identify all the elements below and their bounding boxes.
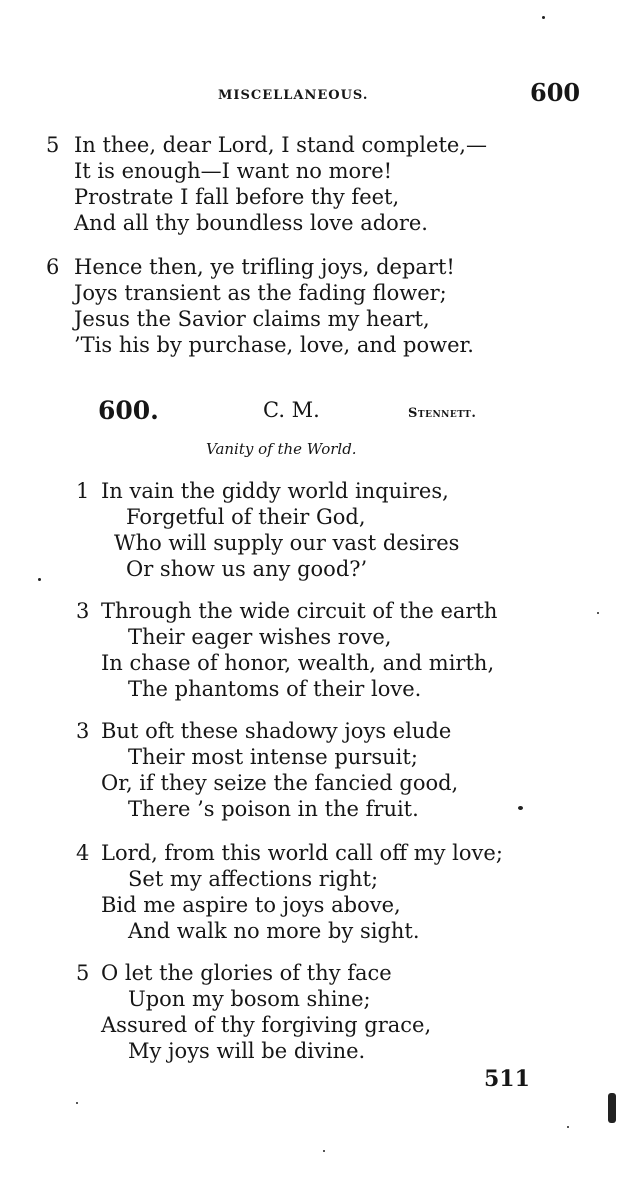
verse-line: Lord, from this world call off my love; [101, 841, 503, 865]
ink-speck [38, 578, 41, 581]
page-number: 600 [530, 78, 581, 107]
verse-line: Or show us any good?’ [126, 557, 368, 581]
verse-line: Forgetful of their God, [126, 505, 366, 529]
stanza-number: 5 [46, 133, 60, 157]
signature-mark: 511 [484, 1066, 530, 1092]
verse-line: O let the glories of thy face [101, 961, 392, 985]
verse-line: Who will supply our vast desires [114, 531, 460, 555]
verse-line: ’Tis his by purchase, love, and power. [74, 333, 474, 357]
verse-line: Set my affections right; [128, 867, 379, 891]
hymn-meter: C. M. [263, 398, 320, 422]
verse-line: The phantoms of their love. [128, 677, 422, 701]
verse-line: Jesus the Savior claims my heart, [74, 307, 430, 331]
ink-speck [518, 806, 523, 810]
verse-line: There ’s poison in the fruit. [128, 797, 419, 821]
stanza-number: 5 [76, 961, 90, 985]
verse-line: But oft these shadowy joys elude [101, 719, 452, 743]
verse-line: Or, if they seize the fancied good, [101, 771, 459, 795]
verse-line: Through the wide circuit of the earth [101, 599, 498, 623]
verse-line: My joys will be divine. [128, 1039, 366, 1063]
verse-line: Assured of thy forgiving grace, [101, 1013, 432, 1037]
ink-speck [76, 1102, 78, 1104]
verse-line: It is enough—I want no more! [74, 159, 393, 183]
running-title: MISCELLANEOUS. [218, 88, 369, 103]
ink-speck [542, 16, 545, 19]
hymn-title: Vanity of the World. [206, 440, 357, 458]
stanza-number: 6 [46, 255, 60, 279]
verse-line: Hence then, ye trifling joys, depart! [74, 255, 455, 279]
verse-line: In vain the giddy world inquires, [101, 479, 449, 503]
verse-line: Upon my bosom shine; [128, 987, 371, 1011]
verse-line: Joys transient as the fading flower; [74, 281, 447, 305]
verse-line: In chase of honor, wealth, and mirth, [101, 651, 495, 675]
stanza-number: 4 [76, 841, 90, 865]
verse-line: Prostrate I fall before thy feet, [74, 185, 400, 209]
ink-speck [567, 1126, 569, 1128]
verse-line: Bid me aspire to joys above, [101, 893, 401, 917]
stanza-number: 3 [76, 599, 90, 623]
verse-line: And walk no more by sight. [128, 919, 420, 943]
edge-mark [608, 1093, 616, 1123]
hymn-author: Stennett. [408, 406, 477, 421]
verse-line: Their most intense pursuit; [128, 745, 418, 769]
hymn-number: 600. [98, 396, 159, 425]
verse-line: Their eager wishes rove, [128, 625, 392, 649]
verse-line: In thee, dear Lord, I stand complete,— [74, 133, 487, 157]
stanza-number: 3 [76, 719, 90, 743]
stanza-number: 1 [76, 479, 90, 503]
ink-speck [597, 612, 599, 614]
ink-speck [323, 1150, 325, 1152]
verse-line: And all thy boundless love adore. [74, 211, 428, 235]
